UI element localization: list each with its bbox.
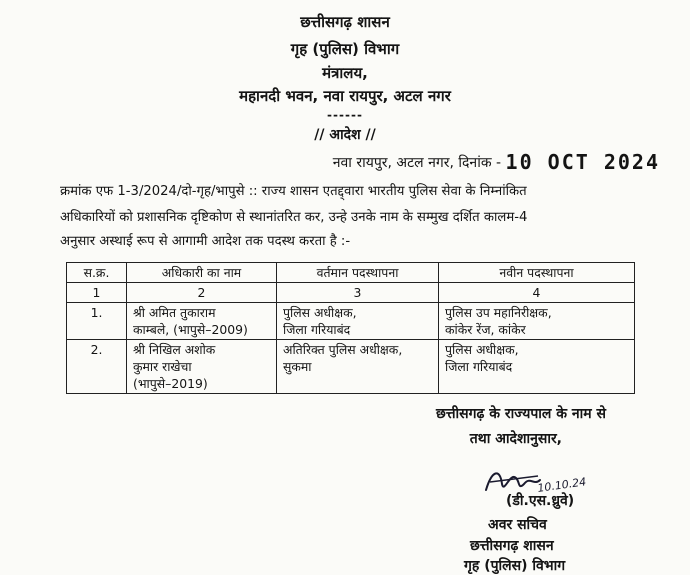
new-posting-line: कांकेर रेंज, कांकेर [445, 322, 526, 337]
current-posting-line: सुकमा [283, 359, 312, 374]
signature-date: 10.10.24 [536, 475, 587, 495]
column-number: 4 [439, 283, 635, 303]
new-posting-cell [439, 303, 635, 340]
header-divider: ------ [327, 108, 363, 122]
signatory-name: (डी.एस.ध्रुवे) [506, 493, 575, 509]
new-posting-line: जिला गरियाबंद [445, 359, 513, 374]
signoff-line-1: छत्तीसगढ़ के राज्यपाल के नाम से [436, 406, 606, 422]
order-paragraph-line-3: अनुसार अस्थाई रूप से आगामी आदेश तक पदस्थ करता है :- [60, 234, 351, 249]
header-current-posting: वर्तमान पदस्थापना [277, 263, 439, 283]
current-posting-cell [277, 303, 439, 340]
order-paragraph-line-1: क्रमांक एफ 1-3/2024/दो-गृह/भापुसे :: राज्य शासन एतद्द्वारा भारतीय पुलिस सेवा के निम्नांकित [60, 184, 527, 199]
officer-name-line: कुमार राखेचा [133, 359, 192, 374]
officer-name-line: काम्बले, (भापुसे–2009) [133, 322, 248, 337]
ministry-name: मंत्रालय, [322, 64, 368, 82]
address-line: महानदी भवन, नवा रायपुर, अटल नगर [239, 87, 451, 105]
current-posting-line: अतिरिक्त पुलिस अधीक्षक, [283, 342, 403, 357]
order-title: // आदेश // [314, 127, 376, 143]
row-sn: 1. [67, 303, 127, 340]
officer-name-cell [127, 303, 277, 340]
officer-name-line: (भापुसे–2019) [133, 376, 208, 391]
header-officer-name: अधिकारी का नाम [127, 263, 277, 283]
current-posting-cell [277, 340, 439, 394]
row-sn: 2. [67, 340, 127, 394]
current-posting-line: पुलिस अधीक्षक, [283, 305, 357, 320]
dateline-place: नवा रायपुर, अटल नगर, दिनांक - [332, 155, 502, 171]
department-name: गृह (पुलिस) विभाग [290, 40, 400, 58]
order-paragraph-line-2: अधिकारियों को प्रशासनिक दृष्टिकोण से स्थानांतरित कर, उन्हे उनके नाम के सम्मुख दर्शित कालम-4 [60, 210, 528, 225]
signoff-line-2: तथा आदेशानुसार, [469, 431, 562, 447]
current-posting-line: जिला गरियाबंद [283, 322, 351, 337]
column-number-row [67, 283, 635, 303]
table-row [67, 303, 635, 340]
header-sn: स.क्र. [67, 263, 127, 283]
new-posting-cell [439, 340, 635, 394]
column-number: 1 [67, 283, 127, 303]
column-number: 2 [127, 283, 277, 303]
header-new-posting: नवीन पदस्थापना [439, 263, 635, 283]
date-stamp: 10 OCT 2024 [505, 150, 660, 174]
table-header-row [67, 263, 635, 283]
officer-name-line: श्री अमित तुकाराम [133, 305, 216, 320]
dateline [333, 150, 660, 174]
officer-name-line: श्री निखिल अशोक [133, 342, 216, 357]
column-number: 3 [277, 283, 439, 303]
signatory-designation: अवर सचिव [488, 517, 547, 533]
officer-name-cell [127, 340, 277, 394]
signatory-org: छत्तीसगढ़ शासन [470, 538, 554, 554]
table-row [67, 340, 635, 394]
signatory-dept: गृह (पुलिस) विभाग [464, 558, 566, 574]
new-posting-line: पुलिस अधीक्षक, [445, 342, 519, 357]
new-posting-line: पुलिस उप महानिरीक्षक, [445, 305, 552, 320]
transfer-table [66, 262, 635, 394]
govt-name: छत्तीसगढ़ शासन [300, 13, 390, 31]
